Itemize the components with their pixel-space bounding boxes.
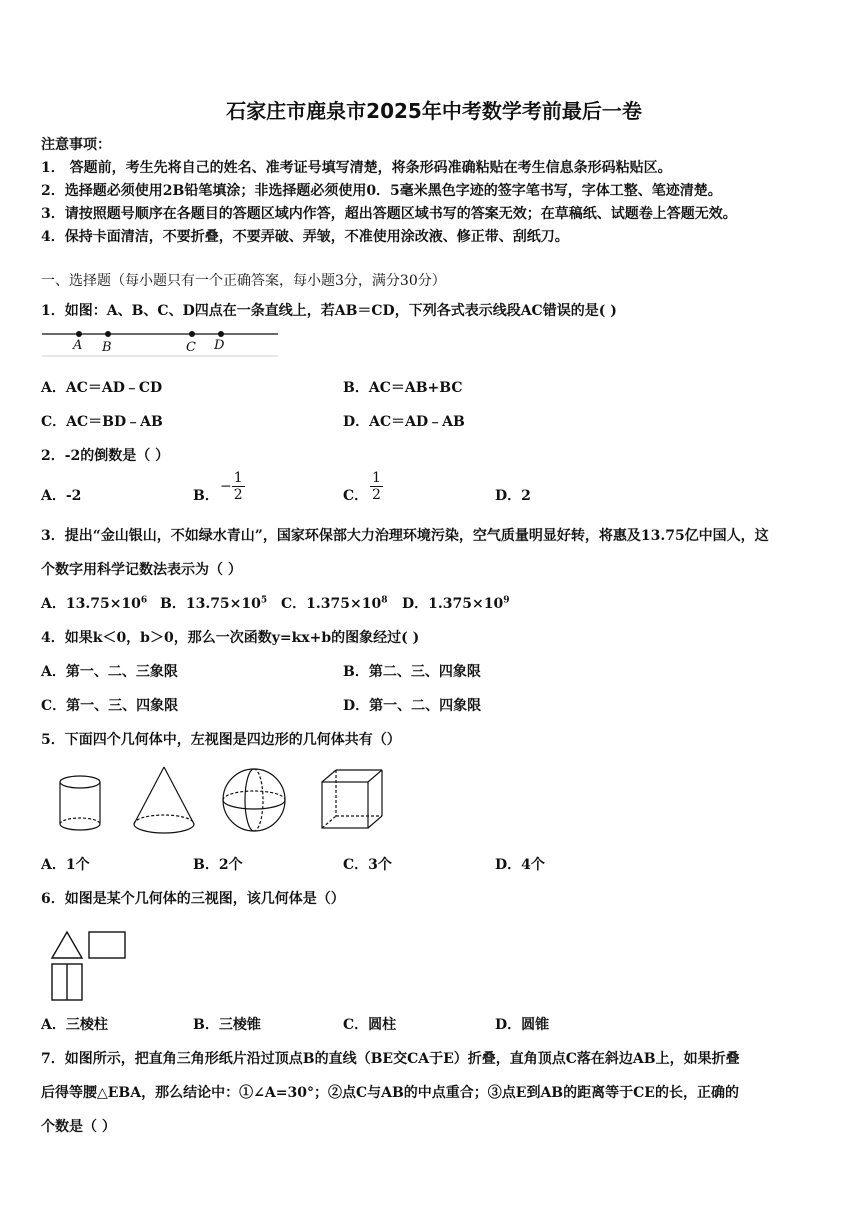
- sphere-figure: [223, 769, 285, 831]
- q5-solids-figure: [40, 762, 400, 840]
- q3-option-b-label: B．13.75×10: [160, 596, 261, 612]
- q3-option-c-exp: 8: [381, 595, 388, 606]
- q2-option-b-label: B．: [193, 488, 219, 504]
- q3-option-c-label: C．1.375×10: [281, 596, 382, 612]
- q2-option-d: D．2: [495, 488, 531, 504]
- q2-stem: 2．-2的倒数是（ ）: [41, 448, 170, 464]
- q4-option-b: B．第二、三、四象限: [343, 664, 481, 680]
- cone-figure: [134, 767, 194, 833]
- q4-option-c: C．第一、三、四象限: [41, 698, 179, 714]
- q4-stem: 4．如果k＜0，b＞0，那么一次函数y=kx+b的图象经过( ): [41, 630, 420, 646]
- q4-option-d: D．第一、二、四象限: [343, 698, 482, 714]
- q4-option-a: A．第一、二、三象限: [41, 664, 178, 680]
- q3-option-a-label: A．13.75×10: [41, 596, 141, 612]
- section-heading: 一、选择题（每小题只有一个正确答案，每小题3分，满分30分）: [41, 273, 446, 289]
- q2-option-b-value: [220, 470, 245, 503]
- q2-option-b-sign: −: [220, 478, 232, 495]
- cylinder-figure: [60, 776, 100, 830]
- note-item-4: 4．保持卡面清洁，不要折叠，不要弄破、弄皱，不准使用涂改液、修正带、刮纸刀。: [41, 229, 569, 245]
- page-title: 石家庄市鹿泉市2025年中考数学考前最后一卷: [226, 99, 642, 123]
- q2-option-c-label: C．: [343, 488, 369, 504]
- q2-option-b-denominator: 2: [233, 487, 243, 503]
- q1-point-d: D: [214, 338, 225, 353]
- cube-figure: [322, 770, 382, 828]
- q7-line-3: 个数是（ ）: [41, 1119, 116, 1135]
- q3-option-d-exp: 9: [503, 595, 510, 606]
- q6-option-c: C．圆柱: [343, 1017, 397, 1033]
- q3-option-c: [281, 593, 387, 613]
- q6-three-view-figure: [42, 922, 132, 1006]
- q1-point-c: C: [186, 340, 196, 355]
- q7-line-1: 7．如图所示，把直角三角形纸片沿过顶点B的直线（BE交CA于E）折叠，直角顶点C落在斜边AB上，如果折叠: [41, 1051, 740, 1067]
- note-item-1: 1． 答题前，考生先将自己的姓名、准考证号填写清楚，将条形码准确粘贴在考生信息条形码粘贴区。: [41, 160, 672, 176]
- q1-option-a: A．AC＝AD﹣CD: [41, 380, 163, 396]
- q7-line-2: 后得等腰△EBA，那么结论中：①∠A=30°；②点C与AB的中点重合；③点E到AB的距离等于CE的长，正确的: [41, 1085, 739, 1101]
- q2-option-a: A．-2: [41, 488, 82, 504]
- q2-option-c-fraction: [370, 470, 383, 503]
- q3-option-d: [402, 593, 509, 613]
- q6-option-b: B．三棱锥: [193, 1017, 261, 1033]
- q1-point-b: B: [102, 340, 112, 355]
- q6-option-a: A．三棱柱: [41, 1017, 108, 1033]
- q1-option-b: B．AC＝AB+BC: [343, 380, 463, 396]
- q1-stem: 1．如图：A、B、C、D四点在一条直线上，若AB＝CD，下列各式表示线段AC错误的是( ): [41, 303, 617, 319]
- q5-option-b: B．2个: [193, 857, 243, 873]
- q3-option-b: [160, 593, 267, 613]
- q5-option-a: A．1个: [41, 857, 90, 873]
- notes-heading: 注意事项：: [41, 137, 111, 153]
- q2-option-b-fraction: [232, 470, 245, 503]
- q2-option-c-value: [370, 470, 383, 503]
- q3-option-d-label: D．1.375×10: [402, 596, 504, 612]
- q6-stem: 6．如图是某个几何体的三视图，该几何体是（）: [41, 891, 345, 907]
- q3-option-a-exp: 6: [140, 595, 148, 606]
- note-item-3: 3．请按照题号顺序在各题目的答题区域内作答，超出答题区域书写的答案无效；在草稿纸、试题卷上答题无效。: [41, 206, 737, 222]
- q1-point-a: A: [73, 338, 83, 353]
- q3-stem-line-1: 3．提出“金山银山，不如绿水青山”，国家环保部大力治理环境污染，空气质量明显好转，将惠及13.75亿中国人，这: [41, 528, 769, 544]
- q3-option-a: [41, 593, 147, 613]
- q6-option-d: D．圆锥: [495, 1017, 550, 1033]
- q1-option-c: C．AC＝BD﹣AB: [41, 414, 163, 430]
- q3-stem-line-2: 个数字用科学记数法表示为（ ）: [41, 562, 242, 578]
- q2-option-c-numerator: 1: [372, 470, 381, 486]
- q3-option-b-exp: 5: [260, 595, 268, 606]
- q2-option-b-numerator: 1: [233, 470, 243, 486]
- q2-option-c-denominator: 2: [372, 487, 381, 503]
- q1-option-d: D．AC＝AD﹣AB: [343, 414, 465, 430]
- q5-option-d: D．4个: [495, 857, 545, 873]
- note-item-2: 2．选择题必须使用2B铅笔填涂；非选择题必须使用0．5毫米黑色字迹的签字笔书写，字体工整、笔迹清楚。: [41, 183, 722, 199]
- q5-option-c: C．3个: [343, 857, 392, 873]
- q5-stem: 5．下面四个几何体中，左视图是四边形的几何体共有（）: [41, 732, 401, 748]
